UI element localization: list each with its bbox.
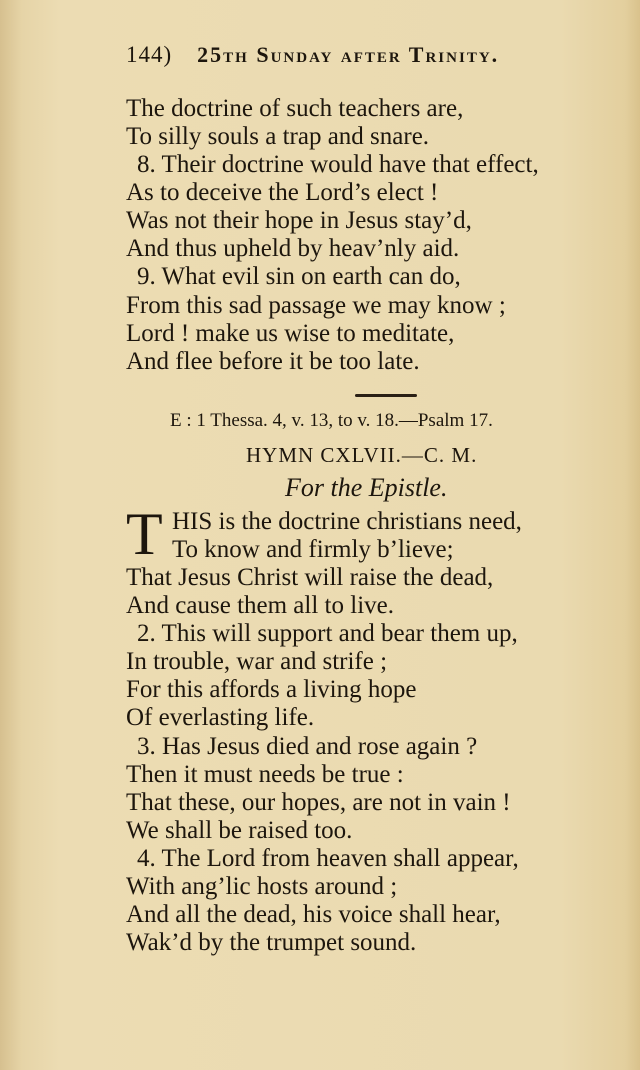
verse-line: We shall be raised too. (126, 817, 353, 844)
drop-cap: T (126, 501, 163, 567)
verse-line: Was not their hope in Jesus stay’d, (126, 207, 472, 234)
scripture-reference: E : 1 Thessa. 4, v. 13, to v. 18.—Psalm 17. (170, 410, 493, 431)
verse-line: And cause them all to live. (126, 592, 394, 619)
verse-line: With ang’lic hosts around ; (126, 873, 398, 900)
header-title: 25th Sunday after Trinity. (197, 42, 500, 67)
verse-line: And thus upheld by heav’nly aid. (126, 235, 460, 262)
verse-line: That these, our hopes, are not in vain ! (126, 789, 511, 816)
running-header (126, 42, 596, 68)
verse-line: Wak’d by the trumpet sound. (126, 929, 417, 956)
verse-line-first: HIS is the doctrine christians need, (172, 508, 522, 535)
verse-line: 2. This will support and bear them up, (137, 620, 518, 647)
verse-line: In trouble, war and strife ; (126, 648, 388, 675)
verse-line: 4. The Lord from heaven shall appear, (137, 845, 519, 872)
page-number: 144) (126, 42, 173, 67)
verse-line: The doctrine of such teachers are, (126, 95, 464, 122)
verse-line: Of everlasting life. (126, 704, 315, 731)
verse-line: 3. Has Jesus died and rose again ? (137, 733, 478, 760)
verse-line: And all the dead, his voice shall hear, (126, 901, 501, 928)
section-divider (355, 394, 417, 397)
verse-line: For this affords a living hope (126, 676, 417, 703)
verse-line: That Jesus Christ will raise the dead, (126, 564, 494, 591)
verse-line: Then it must needs be true : (126, 761, 404, 788)
hymn-number: HYMN CXLVII.—C. M. (246, 443, 478, 467)
verse-line: 9. What evil sin on earth can do, (137, 263, 461, 290)
verse-line: And flee before it be too late. (126, 348, 420, 375)
verse-line: As to deceive the Lord’s elect ! (126, 179, 439, 206)
verse-line: Lord ! make us wise to meditate, (126, 320, 455, 347)
hymn-subtitle: For the Epistle. (285, 473, 448, 502)
verse-line: From this sad passage we may know ; (126, 292, 506, 319)
verse-line: 8. Their doctrine would have that effect, (137, 151, 539, 178)
verse-line: To silly souls a trap and snare. (126, 123, 430, 150)
verse-line: To know and firmly b’lieve; (172, 536, 454, 563)
